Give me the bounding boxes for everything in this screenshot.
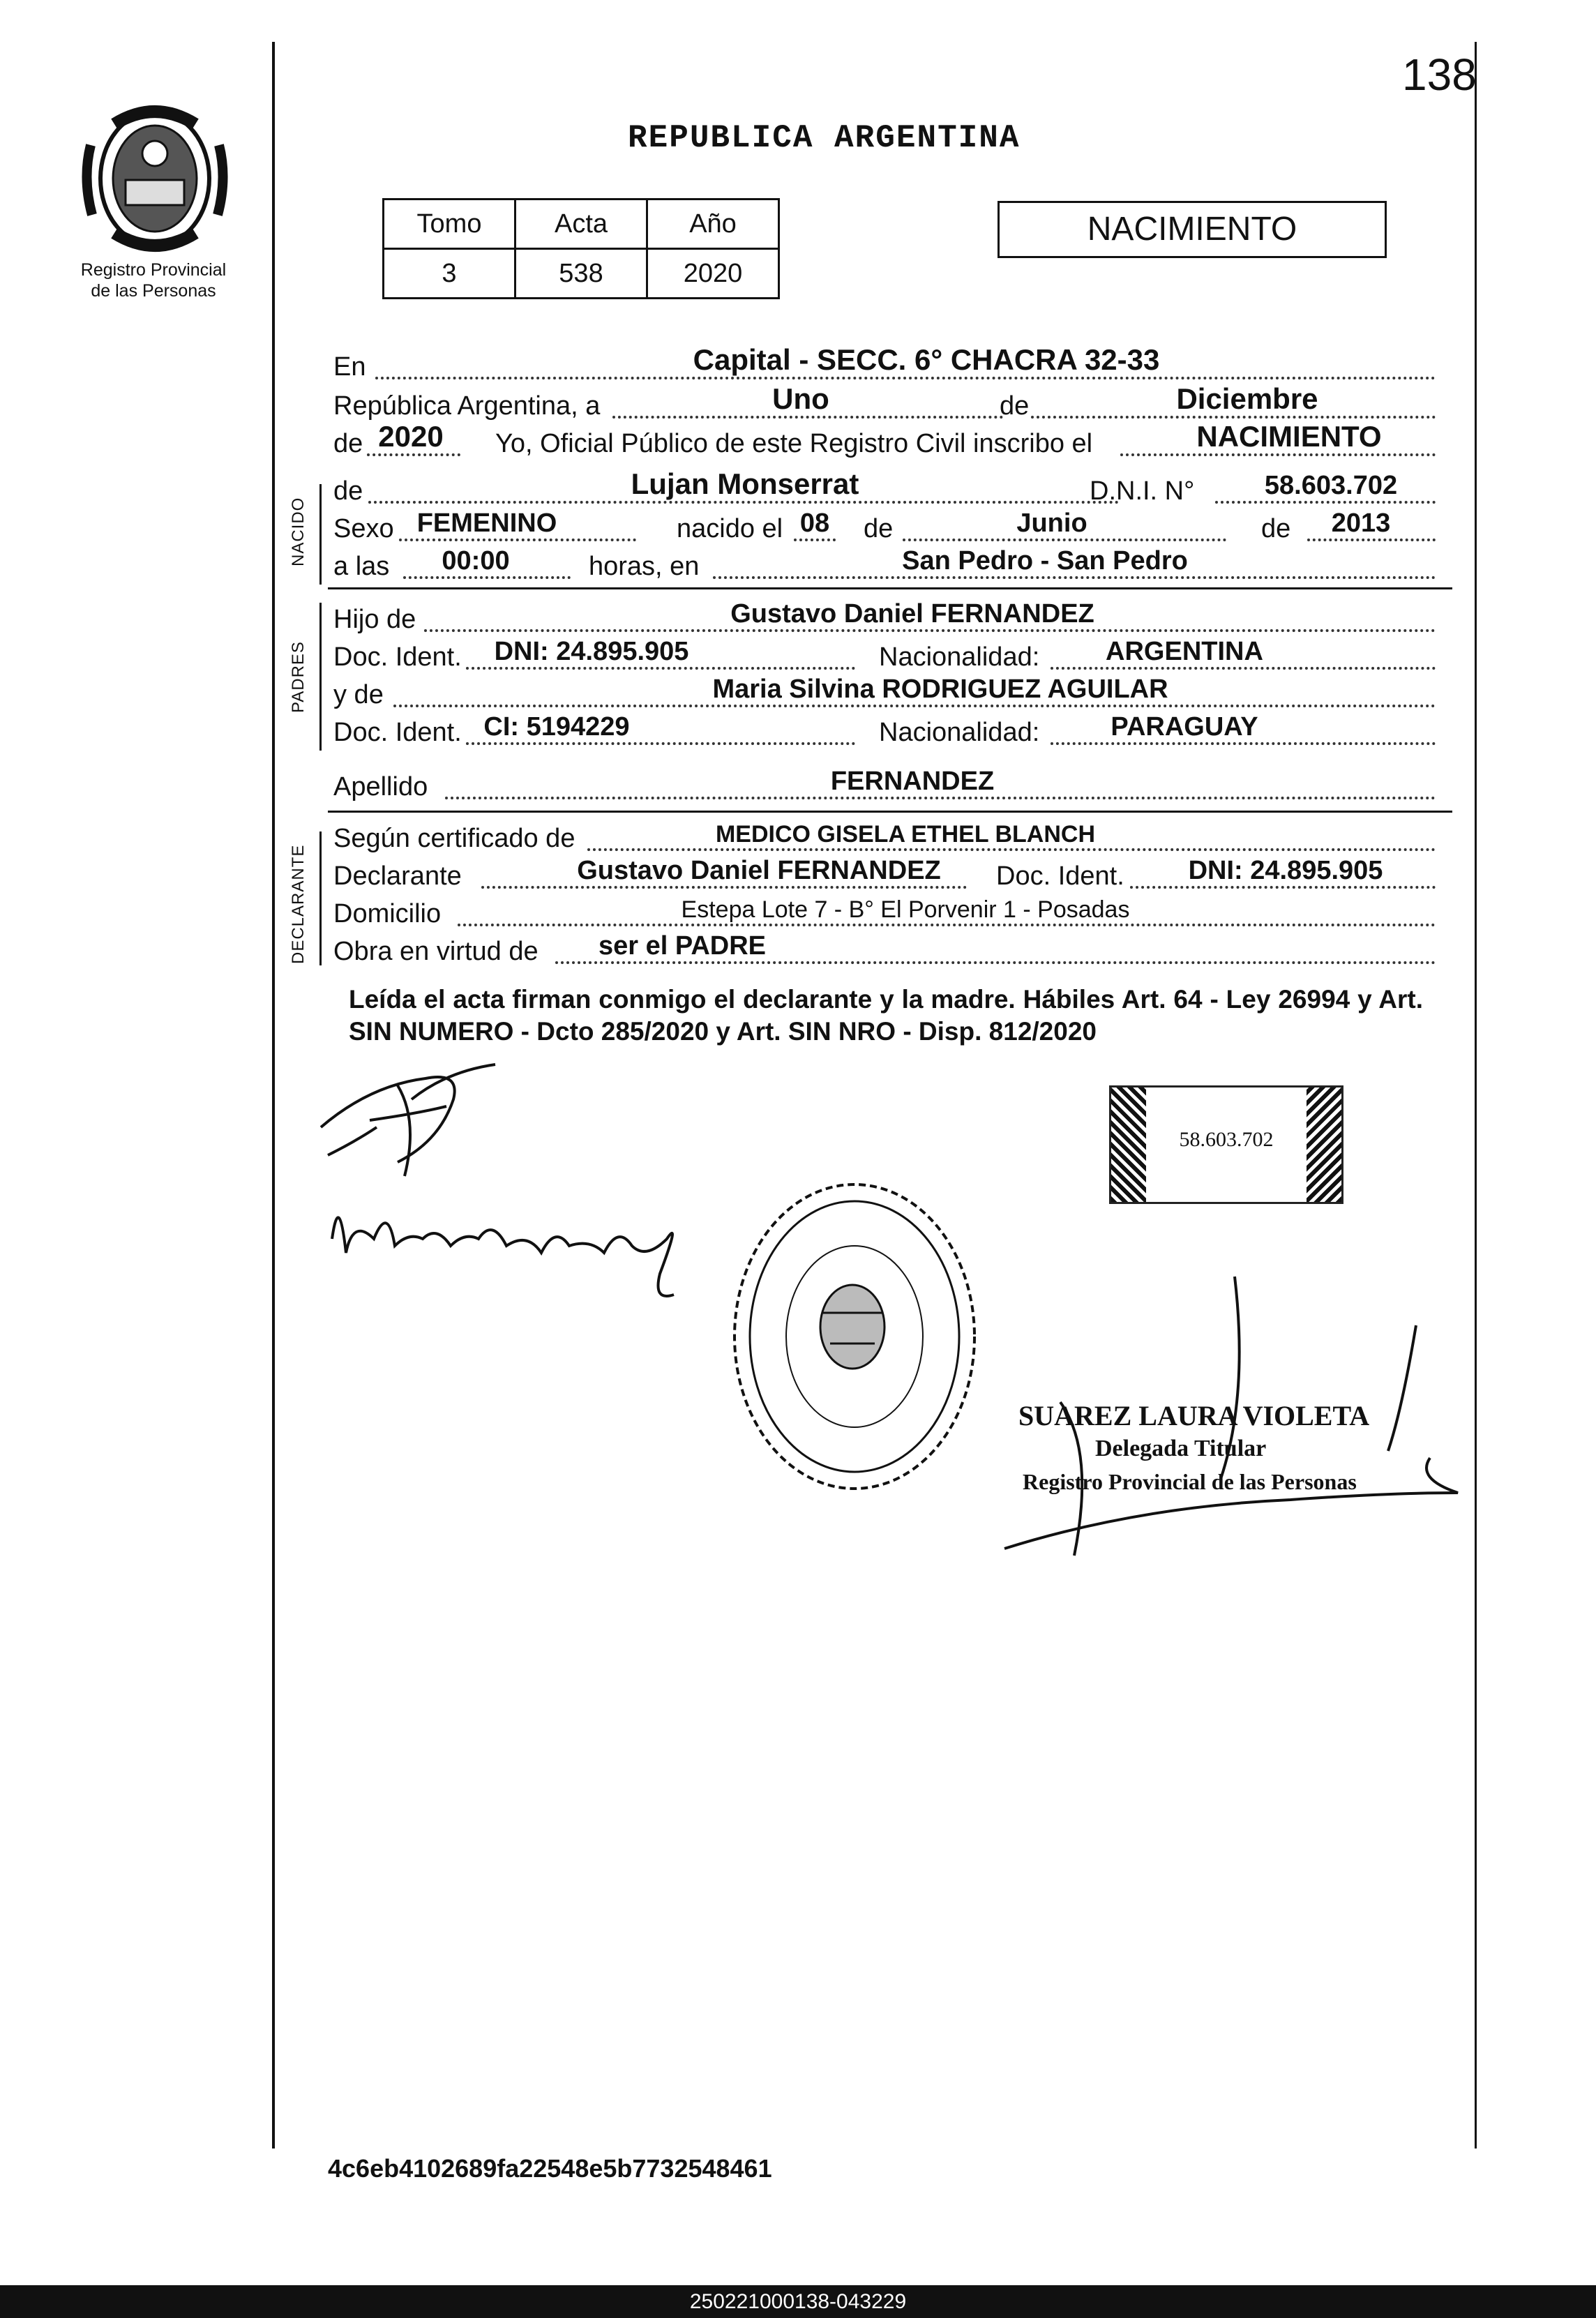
dotted-line [424, 629, 1436, 632]
value-dni: 58.603.702 [1264, 471, 1398, 500]
value-anio: 2020 [378, 420, 444, 453]
dotted-line [903, 539, 1226, 541]
registry-caption-line2: de las Personas [91, 281, 216, 301]
value-anio: 2020 [647, 249, 779, 299]
row-padre-doc [333, 638, 1450, 677]
row-obra [333, 932, 1450, 971]
label-de: de [1000, 391, 1030, 421]
section-bar-nacido [319, 484, 322, 585]
country-title: REPUBLICA ARGENTINA [628, 120, 1021, 156]
left-margin-line [272, 42, 275, 2148]
dotted-line [1215, 501, 1436, 504]
dotted-line [794, 539, 836, 541]
section-bar-declarante [319, 831, 322, 965]
label-de-mes: de [864, 514, 894, 543]
value-madre-nac: PARAGUAY [1111, 712, 1258, 742]
side-label-declarante: DECLARANTE [289, 844, 308, 964]
dotted-line [1031, 416, 1436, 419]
document-hash: 4c6eb4102689fa22548e5b7732548461 [328, 2154, 772, 2183]
section-bar-padres [319, 603, 322, 751]
label-de-anio: de [1261, 514, 1291, 543]
label-en: En [333, 352, 366, 382]
value-mes: Diciembre [1176, 382, 1318, 415]
row-domicilio [333, 894, 1450, 933]
label-nacionalidad2: Nacionalidad: [879, 718, 1040, 747]
dotted-line [1051, 667, 1436, 670]
label-republica: República Argentina, a [333, 391, 601, 421]
value-padre-doc: DNI: 24.895.905 [494, 637, 689, 666]
value-dia-nac: 08 [799, 509, 830, 538]
value-acta: 538 [515, 249, 647, 299]
dotted-line [393, 705, 1436, 707]
side-label-nacido: NACIDO [289, 497, 308, 566]
label-doc-ident2: Doc. Ident. [333, 718, 462, 747]
label-apellido: Apellido [333, 772, 428, 801]
side-label-padres: PADRES [289, 641, 308, 713]
dotted-line [445, 797, 1436, 799]
value-certificado: MEDICO GISELA ETHEL BLANCH [715, 821, 1096, 848]
value-declarante: Gustavo Daniel FERNANDEZ [577, 856, 941, 885]
page-number: 138 [1402, 50, 1477, 100]
value-domicilio: Estepa Lote 7 - B° El Porvenir 1 - Posadas [681, 896, 1130, 923]
dotted-line [1307, 539, 1436, 541]
legal-text: Leída el acta firman conmigo el declarante y la madre. Hábiles Art. 64 - Ley 26994 y Art. SIN NUMERO - Dcto 285/2020 y Art. SIN NRO - Disp. 812/2020 [349, 985, 1423, 1046]
province-emblem [77, 103, 233, 254]
official-name: SUAREZ LAURA VIOLETA [1018, 1400, 1370, 1431]
label-nacionalidad: Nacionalidad: [879, 642, 1040, 672]
dotted-line [612, 416, 1003, 419]
signature-declarant [314, 1058, 523, 1183]
record-table [382, 198, 780, 299]
row-madre-doc [333, 713, 1450, 752]
dotted-line [1130, 886, 1436, 889]
label-domicilio: Domicilio [333, 899, 442, 928]
registry-caption-line1: Registro Provincial [80, 260, 227, 280]
value-madre: Maria Silvina RODRIGUEZ AGUILAR [712, 675, 1168, 704]
dotted-line [1051, 742, 1436, 745]
value-obra: ser el PADRE [598, 931, 767, 961]
value-acto: NACIMIENTO [1196, 420, 1382, 453]
label-dni: D.N.I. N° [1090, 476, 1195, 506]
header-acta: Acta [515, 200, 647, 249]
value-padre: Gustavo Daniel FERNANDEZ [730, 599, 1094, 629]
value-hora: 00:00 [442, 546, 510, 575]
divider-apellido [328, 811, 1452, 813]
row-lugar [333, 343, 1450, 386]
row-certificado [333, 819, 1450, 858]
value-lugar-nac: San Pedro - San Pedro [902, 546, 1188, 575]
row-madre [333, 675, 1450, 714]
label-y-de: y de [333, 680, 384, 709]
value-sexo: FEMENINO [416, 509, 557, 538]
label-horas-en: horas, en [589, 552, 700, 581]
label-hijo-de: Hijo de [333, 605, 416, 634]
official-role: Delegada Titular [1095, 1436, 1267, 1461]
row-sexo [333, 509, 1450, 548]
dotted-line [367, 453, 460, 456]
label-doc-ident: Doc. Ident. [333, 642, 462, 672]
header-anio: Año [647, 200, 779, 249]
signature-mother [325, 1176, 716, 1316]
value-dia: Uno [772, 382, 829, 415]
label-de-nombre: de [333, 476, 363, 506]
label-nacido-el: nacido el [677, 514, 783, 543]
row-hora [333, 547, 1450, 586]
divider-nacido [328, 587, 1452, 589]
value-apellido: FERNANDEZ [830, 767, 995, 796]
dni-stamp [1109, 1085, 1343, 1204]
dni-stamp-number: 58.603.702 [1179, 1128, 1274, 1151]
value-lugar: Capital - SECC. 6° CHACRA 32-33 [693, 343, 1160, 376]
label-de2: de [333, 429, 363, 458]
value-anio-nac: 2013 [1331, 509, 1391, 538]
dotted-line [368, 501, 1119, 504]
label-a-las: a las [333, 552, 390, 581]
label-yo: Yo, Oficial Público de este Registro Civil inscribo el [495, 429, 1093, 458]
row-acto [333, 420, 1450, 463]
row-apellido [333, 767, 1450, 806]
value-nombre: Lujan Monserrat [631, 467, 859, 500]
row-declarante [333, 857, 1450, 896]
dotted-line [458, 924, 1436, 926]
label-sexo: Sexo [333, 514, 394, 543]
footer-barcode-text: 250221000138-043229 [0, 2285, 1596, 2318]
value-tomo: 3 [384, 249, 515, 299]
record-type-box: NACIMIENTO [998, 201, 1387, 258]
right-margin-line [1475, 42, 1477, 2148]
label-obra: Obra en virtud de [333, 937, 539, 966]
value-madre-doc: CI: 5194229 [483, 712, 630, 742]
dotted-line [375, 377, 1436, 379]
value-padre-nac: ARGENTINA [1106, 637, 1263, 666]
dotted-line [403, 576, 571, 579]
dotted-line [481, 886, 967, 889]
dotted-line [1120, 453, 1436, 456]
row-padre [333, 600, 1450, 639]
registry-caption [59, 259, 248, 301]
label-doc-ident3: Doc. Ident. [996, 861, 1124, 891]
official-seal [725, 1176, 984, 1497]
dotted-line [466, 742, 855, 745]
row-nombre [333, 467, 1450, 511]
label-declarante: Declarante [333, 861, 462, 891]
dotted-line [466, 667, 855, 670]
label-segun: Según certificado de [333, 824, 575, 853]
value-mes-nac: Junio [1016, 509, 1087, 538]
dotted-line [555, 961, 1436, 964]
dotted-line [587, 848, 1436, 851]
dotted-line [399, 539, 636, 541]
header-tomo: Tomo [384, 200, 515, 249]
official-registry: Registro Provincial de las Personas [1023, 1469, 1357, 1494]
dotted-line [713, 576, 1436, 579]
value-declarante-doc: DNI: 24.895.905 [1188, 856, 1383, 885]
